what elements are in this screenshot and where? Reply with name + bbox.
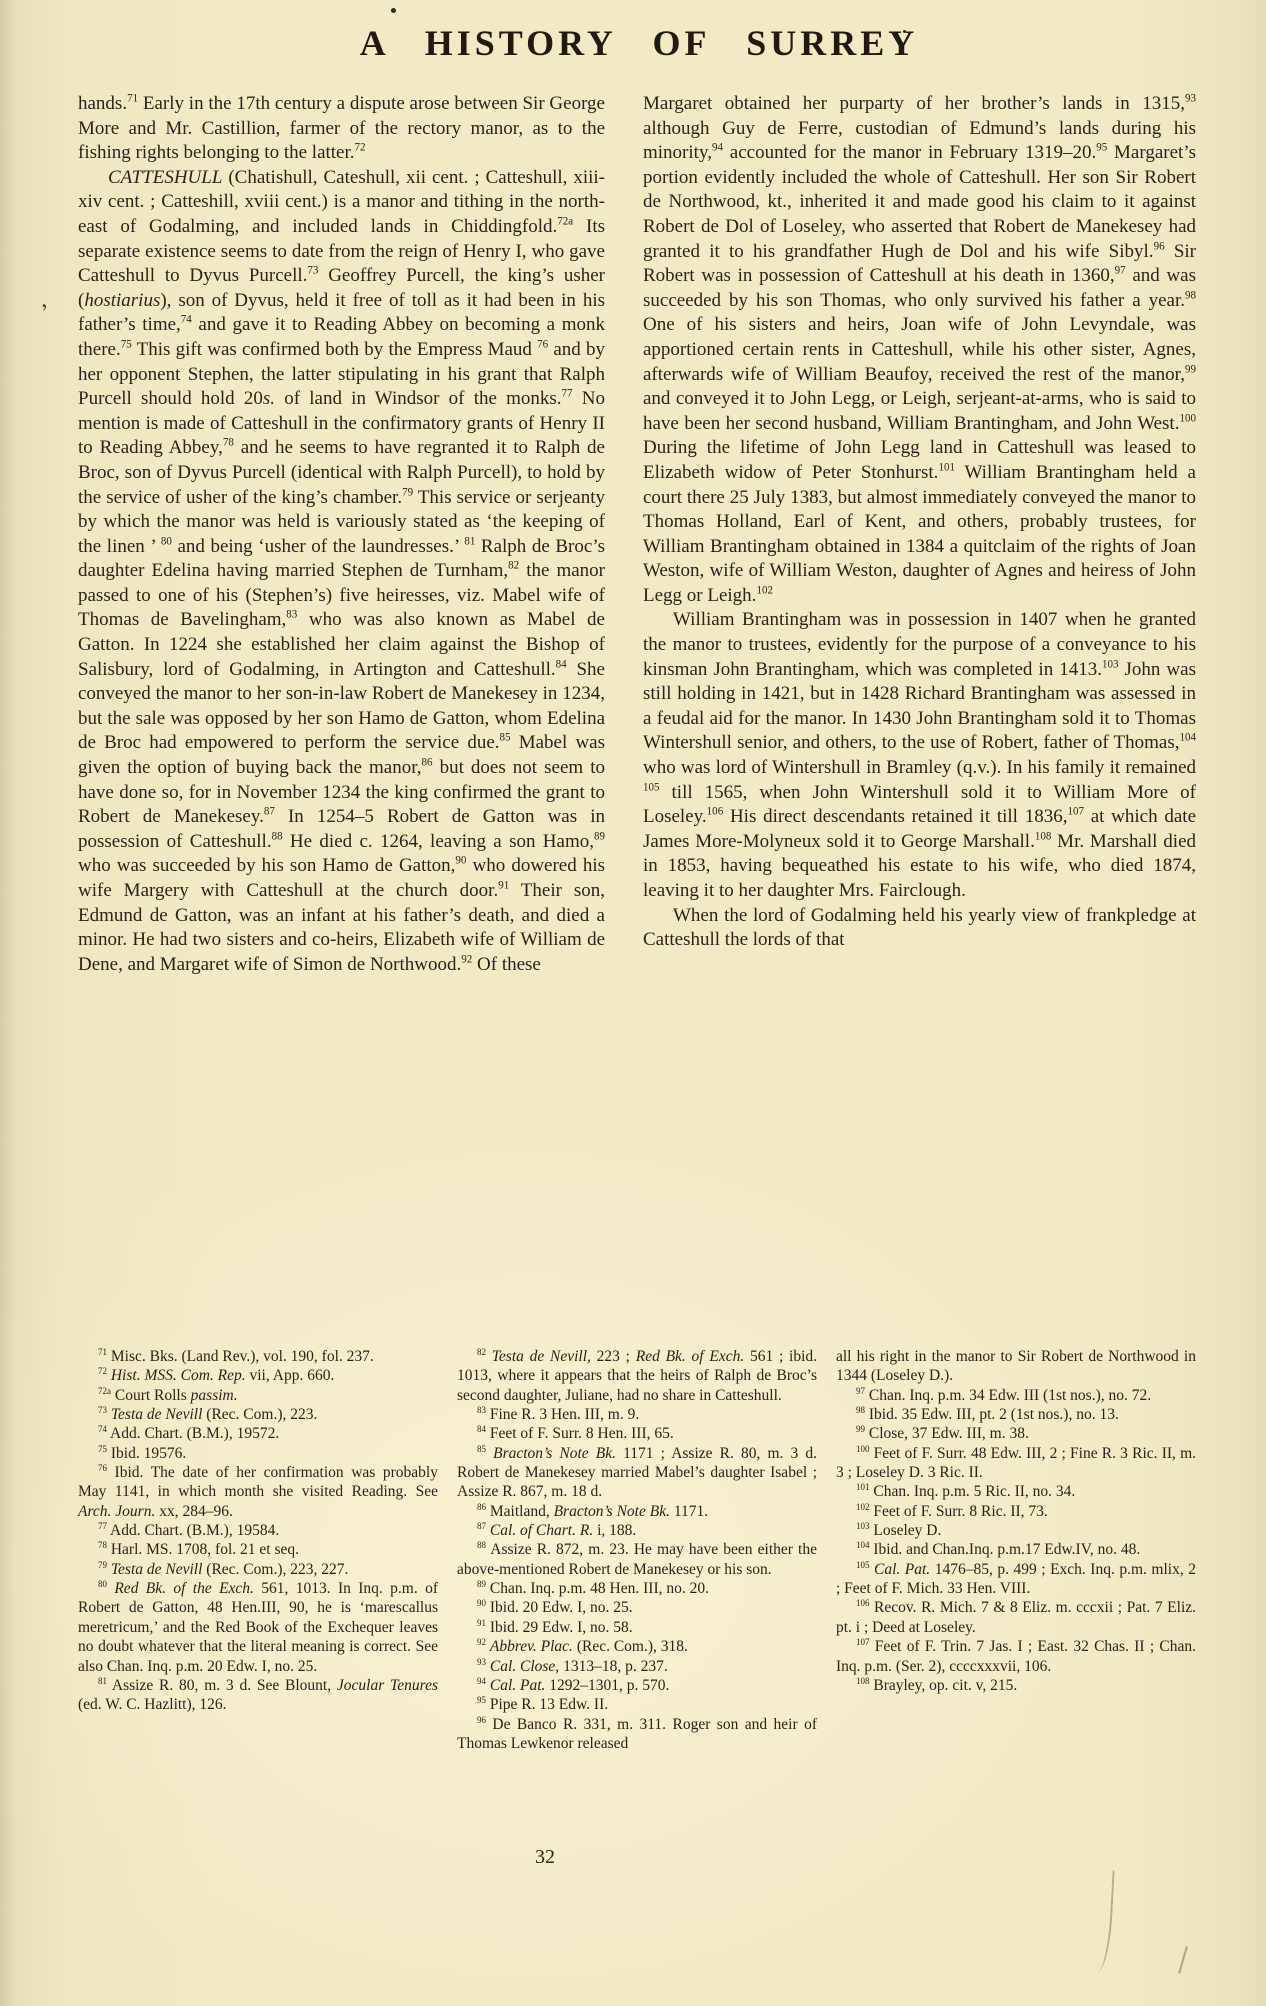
paragraph: $^{93}$ Cal. Close, 1313–18, p. 237. xyxy=(477,1656,668,1675)
footnote-marker: 80 xyxy=(160,535,172,548)
footnote-marker: 89 xyxy=(593,830,605,843)
footnote-marker: 73 xyxy=(98,1404,107,1415)
footnote-marker: 93 xyxy=(477,1656,486,1667)
paragraph: $^{99}$ Close, 37 Edw. III, m. 38. xyxy=(856,1424,1029,1443)
stray-ink-mark: ’ xyxy=(38,299,53,327)
paragraph: $^{100}$ Feet of F. Surr. 48 Edw. III, 2 ; Fine R. 3 Ric. II, m. 3 ; Loseley D. 3 Ric. II. xyxy=(836,1443,1196,1482)
paragraph: William Brantingham was in possession in 1407 when he granted the manor to trustees, evidently for the purpose of a conveyance to his kinsman John Brantingham, which was completed in 1413.$^{103}$ John was still holding in 1421, but in 1428 Richard Brantingham was assessed in a feudal aid for the manor. In 1430 John Brantingham sold it to Thomas Wintershull senior, and others, to the use of Robert, father of Thomas,$^{104}$ who was lord of Wintershull in Bramley (q.v.). In his family it remained $^{105}$ till 1565, when John Wintershull sold it to William More of Loseley.$^{106}$ His direct descendants retained it till 1836,$^{107}$ at which date James More-Molyneux sold it to George Marshall.$^{108}$ Mr. Marshall died in 1853, having bequeathed his estate to his wife, who died 1874, leaving it to her daughter Mrs. Fairclough. xyxy=(643,609,1196,901)
footnote-marker: 101 xyxy=(856,1482,870,1493)
footnote-marker: 91 xyxy=(498,879,510,892)
footnote-marker: 78 xyxy=(222,436,234,449)
footnote-marker: 94 xyxy=(711,141,723,154)
paragraph: When the lord of Godalming held his yearly view of frankpledge at Catteshull the lords of that xyxy=(643,904,1196,951)
footnote-marker: 99 xyxy=(1184,363,1196,376)
footnote-marker: 83 xyxy=(286,609,298,622)
footnote-marker: 103 xyxy=(856,1520,870,1531)
footnote-marker: 105 xyxy=(856,1559,870,1570)
paragraph: $^{95}$ Pipe R. 13 Edw. II. xyxy=(477,1695,609,1714)
footnote-marker: 104 xyxy=(1179,732,1196,745)
paragraph: $^{88}$ Assize R. 872, m. 23. He may have been either the above-mentioned Robert de Manekesey or his son. xyxy=(457,1540,817,1578)
footnote-marker: 93 xyxy=(1184,92,1196,105)
footnote-column-1 xyxy=(78,1347,438,1753)
footnote-marker: 96 xyxy=(477,1714,486,1725)
paragraph: $^{82}$ Testa de Nevill, 223 ; Red Bk. of Exch. 561 ; ibid. 1013, where it appears that the heirs of Ralph de Broc’s second daughter, Juliane, had no share in Catteshull. xyxy=(457,1346,818,1404)
paragraph: $^{84}$ Feet of F. Surr. 8 Hen. III, 65. xyxy=(477,1424,674,1443)
footnote-marker: 85 xyxy=(499,732,511,745)
paragraph: $^{77}$ Add. Chart. (B.M.), 19584. xyxy=(98,1520,280,1540)
footnote-marker: 99 xyxy=(856,1424,865,1435)
paragraph: Margaret obtained her purparty of her brother’s lands in 1315,93 although Guy de Ferre, custodian of Edmund’s lands during his minority,$^{94}$ accounted for the manor in February 1319–20.95 Margaret’s portion evidently included the whole of Catteshull. Her son Sir Robert de Northwood, kt., inherited it and made good his claim to it against Robert de Dol of Loseley, who asserted that Robert de Manekesey had granted it to his grandfather Hugh de Dol and his wife Sibyl.$^{96}$ Sir Robert was in possession of Catteshull at his death in 1360,97 and was succeeded by his son Thomas, who only survived his father a year.$^{98}$ One of his sisters and heirs, Joan wife of John Levyndale, was apportioned certain rents in Catteshull, while his other sister, Agnes, afterwards wife of William Beaufoy, received the rest of the manor,$^{99}$ and conveyed it to John Legg, or Leigh, serjeant-at-arms, who is said to have been her second husband, William Brantingham, and John West.$^{100}$ During the lifetime of John Legg land in Catteshull was leased to Elizabeth widow of Peter Stonhurst.$^{101}$ William Brantingham held a court there 25 July 1383, but almost immediately conveyed the manor to Thomas Holland, Earl of Kent, and others, probably trustees, for William Brantingham obtained in 1384 a quitclaim of the rights of Joan Weston, wife of William Weston, daughter of Agnes and heiress of John Legg or Leigh.$^{102}$ xyxy=(643,92,1196,606)
footnote-marker: 90 xyxy=(477,1598,486,1609)
page-number: 32 xyxy=(535,1846,555,1868)
footnote-marker: 82 xyxy=(508,559,520,572)
footnote-marker: 80 xyxy=(98,1578,107,1589)
footnote-marker: 91 xyxy=(477,1617,486,1628)
paragraph: $^{71}$ Misc. Bks. (Land Rev.), vol. 190, fol. 237. xyxy=(98,1346,374,1365)
footnote-marker: 102 xyxy=(756,584,773,597)
footnote-marker: 87 xyxy=(263,805,275,818)
paragraph: $^{97}$ Chan. Inq. p.m. 34 Edw. III (1st nos.), no. 72. xyxy=(856,1385,1152,1404)
paragraph: $^{106}$ Recov. R. Mich. 7 & 8 Eliz. m. cccxii ; Pat. 7 Eliz. pt. i ; Deed at Loseley. xyxy=(836,1598,1196,1636)
paragraph: $^{105}$ Cal. Pat. 1476–85, p. 499 ; Exch. Inq. p.m. mlix, 2 ; Feet of F. Mich. 33 Hen. VIII. xyxy=(836,1559,1196,1598)
footnote-marker: 102 xyxy=(856,1501,870,1512)
paragraph: $^{86}$ Maitland, Bracton’s Note Bk. 1171. xyxy=(477,1501,709,1520)
footnote-marker: 97 xyxy=(856,1385,865,1396)
footnote-marker: 97 xyxy=(1114,264,1126,277)
footnote-marker: 76 xyxy=(98,1462,107,1473)
footnote-marker: 84 xyxy=(477,1424,486,1435)
footnote-marker: 92 xyxy=(461,953,473,966)
footnote-marker: 81 xyxy=(98,1675,107,1686)
paragraph: $^{92}$ Abbrev. Plac. (Rec. Com.), 318. xyxy=(477,1637,688,1656)
paragraph: $^{87}$ Cal. of Chart. R. i, 188. xyxy=(477,1520,637,1540)
footnote-marker: 74 xyxy=(98,1424,107,1435)
footnote-marker: 88 xyxy=(271,830,283,843)
footnote-marker: 72a xyxy=(98,1385,111,1396)
ink-speck xyxy=(391,8,396,13)
paragraph: $^{108}$ Brayley, op. cit. v, 215. xyxy=(856,1675,1018,1694)
page-title: A HISTORY OF SURREY xyxy=(359,23,919,63)
paragraph: $^{76}$ Ibid. The date of her confirmation was probably May 1141, in which month she visited Reading. See Arch. Journ. xx, 284–96. xyxy=(78,1462,438,1520)
text-column-left xyxy=(78,92,605,977)
paragraph: $^{80}$ Red Bk. of the Exch. 561, 1013. In Inq. p.m. of Robert de Gatton, 48 Hen.III, 90, he is ‘marescallus meretricum,’ and the Red Book of the Exchequer leaves no doubt whatever that the literal meaning is correct. See also Chan. Inq. p.m. 20 Edw. I, no. 25. xyxy=(78,1578,438,1675)
text-column-right xyxy=(643,92,1196,977)
paragraph: hands.$^{71}$ Early in the 17th century a dispute arose between Sir George More and Mr. Castillion, farmer of the rectory manor, as to the fishing rights belonging to the latter.$^{72}$ xyxy=(78,92,605,164)
footnote-marker: 77 xyxy=(98,1520,107,1531)
footnote-marker: 90 xyxy=(455,855,467,868)
footnote-marker: 106 xyxy=(706,805,724,818)
footnote-marker: 84 xyxy=(555,658,567,671)
footnote-marker: 101 xyxy=(938,461,955,474)
paragraph: $^{104}$ Ibid. and Chan.Inq. p.m.17 Edw.IV, no. 48. xyxy=(856,1540,1141,1559)
footnote-marker: 89 xyxy=(477,1578,486,1589)
paragraph: $^{78}$ Harl. MS. 1708, fol. 21 et seq. xyxy=(98,1540,299,1559)
paragraph: $^{102}$ Feet of F. Surr. 8 Ric. II, 73. xyxy=(856,1501,1048,1520)
footnote-marker: 95 xyxy=(477,1695,486,1706)
paragraph: all his right in the manor to Sir Robert de Northwood in 1344 (Loseley D.). xyxy=(836,1348,1196,1385)
footnote-marker: 73 xyxy=(307,264,319,277)
footnote-marker: 76 xyxy=(537,338,549,351)
footnote-marker: 92 xyxy=(477,1637,486,1647)
footnote-marker: 88 xyxy=(477,1540,486,1551)
paragraph: CATTESHULL (Chatishull, Cateshull, xii cent. ; Catteshull, xiii-xiv cent. ; Catteshill, xviii cent.) is a manor and tithing in the north-east of Godalming, and included lands in Chiddingfold.$^{72a}$ Its separate existence seems to date from the reign of Henry I, who gave Catteshull to Dyvus Purcell.$^{73}$ Geoffrey Purcell, the king’s usher (hostiarius), son of Dyvus, held it free of toll as it had been in his father’s time,$^{74}$ and gave it to Reading Abbey on becoming a monk there.$^{75}$ This gift was confirmed both by the Empress Maud $^{76}$ and by her opponent Stephen, the latter stipulating in his grant that Ralph Purcell should hold 20s. of land in Windsor of the monks.$^{77}$ No mention is made of Catteshull in the confirmatory grants of Henry II to Reading Abbey,$^{78}$ and he seems to have regranted it to Ralph de Broc, son of Dyvus Purcell (identical with Ralph Purcell), to hold by the service of usher of the king’s chamber.$^{79}$ This service or serjeanty by which the manor was held is variously stated as ‘the keeping of the linen ’ $^{80}$ and being ‘usher of the laundresses.’ $^{81}$ Ralph de Broc’s daughter Edelina having married Stephen de Turnham,$^{82}$ the manor passed to one of his (Stephen’s) five heiresses, viz. Mabel wife of Thomas de Bavelingham,$^{83}$ who was also known as Mabel de Gatton. In 1224 she established her claim against the Bishop of Salisbury, lord of Godalming, in Artington and Catteshull.$^{84}$ She conveyed the manor to her son-in-law Robert de Manekesey in 1234, but the sale was opposed by her son Hamo de Gatton, whom Edelina de Broc had empowered to perform the service due.$^{85}$ Mabel was given the option of buying back the manor,$^{86}$ but does not seem to have done so, for in November 1234 the king confirmed the grant to Robert de Manekesey.$^{87}$ In 1254–5 Robert de Gatton was in possession of Catteshull.$^{88}$ He died c. 1264, leaving a son Hamo,$^{89}$ who was succeeded by his son Hamo de Gatton,$^{90}$ who dowered his wife Margery with Catteshull at the church door.$^{91}$ Their son, Edmund de Gatton, was an infant at his father’s death, and died a minor. He had two sisters and co-heirs, Elizabeth wife of William de Dene, and Margaret wife of Simon de Northwood.$^{92}$ Of these xyxy=(78,166,606,975)
paragraph: $^{72}$ Hist. MSS. Com. Rep. vii, App. 660. xyxy=(98,1366,335,1385)
main-text xyxy=(78,92,1196,977)
footnote-marker: 77 xyxy=(561,387,573,400)
footnote-marker: 107 xyxy=(1067,805,1084,818)
paragraph: $^{75}$ Ibid. 19576. xyxy=(98,1443,187,1462)
footnote-marker: 87 xyxy=(477,1520,486,1531)
paragraph: $^{81}$ Assize R. 80, m. 3 d. See Blount, Jocular Tenures (ed. W. C. Hazlitt), 126. xyxy=(78,1675,438,1714)
footnote-marker: 95 xyxy=(1096,141,1108,154)
footnote-column-2 xyxy=(457,1347,817,1753)
footnote-column-3 xyxy=(836,1347,1196,1753)
footnote-marker: 81 xyxy=(464,535,476,548)
footnote-marker: 72 xyxy=(354,141,366,154)
footnote-marker: 104 xyxy=(856,1540,870,1551)
footnote-marker: 75 xyxy=(120,338,132,351)
footnote-marker: 74 xyxy=(180,314,192,327)
footnote-marker: 96 xyxy=(1153,240,1165,253)
footnote-marker: 75 xyxy=(98,1443,107,1454)
footnote-marker: 79 xyxy=(98,1559,107,1570)
footnote-marker: 83 xyxy=(477,1404,486,1415)
paper-crease-small xyxy=(1178,1946,1188,1973)
paragraph: $^{101}$ Chan. Inq. p.m. 5 Ric. II, no. 34. xyxy=(856,1482,1076,1501)
paragraph: $^{73}$ Testa de Nevill (Rec. Com.), 223. xyxy=(98,1404,318,1424)
footnote-marker: 103 xyxy=(1101,658,1119,671)
paragraph: $^{79}$ Testa de Nevill (Rec. Com.), 223, 227. xyxy=(98,1559,349,1578)
footnote-marker: 71 xyxy=(98,1346,107,1357)
footnote-marker: 105 xyxy=(643,781,660,794)
paragraph: $^{89}$ Chan. Inq. p.m. 48 Hen. III, no. 20. xyxy=(477,1578,709,1598)
footnote-marker: 106 xyxy=(856,1598,870,1609)
paragraph: $^{72a}$ Court Rolls passim. xyxy=(98,1385,238,1404)
footnote-marker: 82 xyxy=(477,1346,486,1357)
footnote-marker: 108 xyxy=(1034,830,1052,843)
footnote-marker: 72a xyxy=(557,215,574,228)
paragraph: $^{74}$ Add. Chart. (B.M.), 19572. xyxy=(98,1424,280,1443)
footnote-marker: 86 xyxy=(421,756,433,769)
paragraph: $^{96}$ De Banco R. 331, m. 311. Roger son and heir of Thomas Lewkenor released xyxy=(457,1714,817,1752)
paragraph: $^{83}$ Fine R. 3 Hen. III, m. 9. xyxy=(477,1404,640,1424)
footnote-marker: 98 xyxy=(856,1404,865,1415)
footnote-marker: 108 xyxy=(856,1675,870,1686)
paragraph: $^{103}$ Loseley D. xyxy=(856,1520,942,1540)
footnote-marker: 107 xyxy=(856,1637,870,1647)
paragraph: $^{90}$ Ibid. 20 Edw. I, no. 25. xyxy=(477,1598,633,1617)
footnote-marker: 79 xyxy=(402,486,414,499)
footnote-marker: 98 xyxy=(1184,289,1196,302)
footnotes xyxy=(78,1347,1196,1753)
footnote-marker: 100 xyxy=(856,1443,870,1454)
paragraph: $^{107}$ Feet of F. Trin. 7 Jas. I ; East. 32 Chas. II ; Chan. Inq. p.m. (Ser. 2), ccccxxxvii, 106. xyxy=(836,1637,1196,1675)
footnote-marker: 78 xyxy=(98,1540,107,1551)
footnote-marker: 71 xyxy=(127,92,139,105)
footnote-marker: 86 xyxy=(477,1501,486,1512)
paragraph: $^{94}$ Cal. Pat. 1292–1301, p. 570. xyxy=(477,1675,670,1694)
paper-crease xyxy=(1089,1870,1114,1973)
paragraph: $^{91}$ Ibid. 29 Edw. I, no. 58. xyxy=(477,1617,633,1636)
footnote-marker: 85 xyxy=(477,1443,486,1454)
footnote-marker: 94 xyxy=(477,1675,486,1686)
footnote-marker: 72 xyxy=(98,1366,107,1377)
footnote-marker: 100 xyxy=(1179,412,1196,425)
paragraph: $^{98}$ Ibid. 35 Edw. III, pt. 2 (1st nos.), no. 13. xyxy=(856,1404,1119,1424)
paragraph: $^{85}$ Bracton’s Note Bk. 1171 ; Assize R. 80, m. 3 d. Robert de Manekesey married Mabel’s daughter Isabel ; Assize R. 867, m. 18 d. xyxy=(457,1443,817,1501)
